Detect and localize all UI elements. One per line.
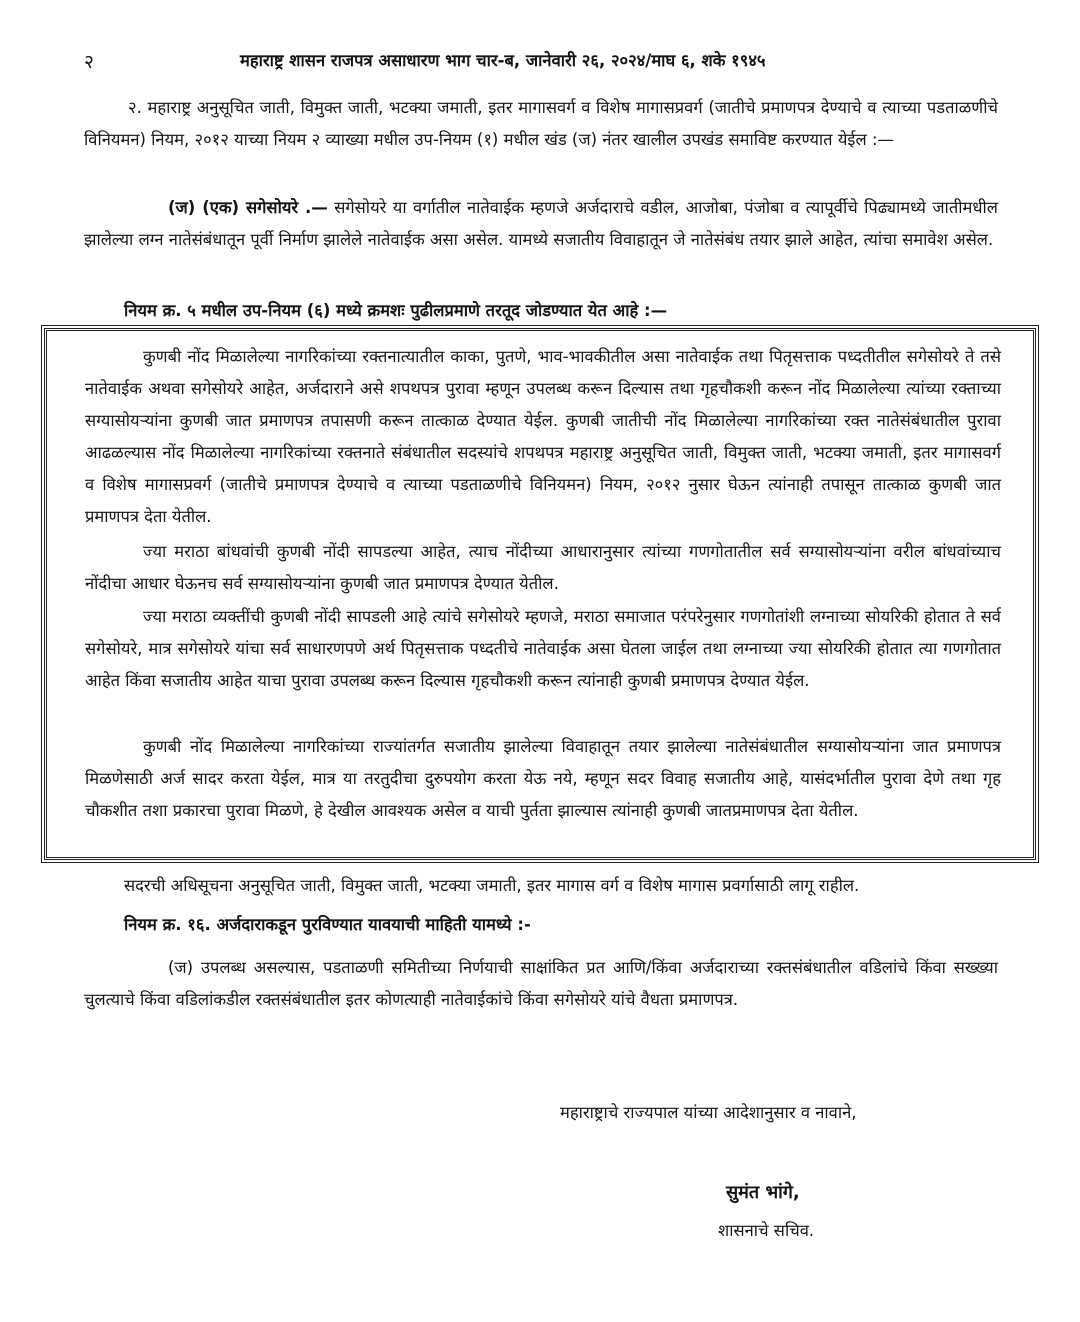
- running-header: महाराष्ट्र शासन राजपत्र असाधारण भाग चार-ब, जानेवारी २६, २०२४/माघ ६, शके १९४५: [240, 51, 766, 70]
- signatory-name: सुमंत भांगे,: [726, 1182, 800, 1203]
- signatory-designation: शासनाचे सचिव.: [718, 1221, 815, 1240]
- applicability-paragraph: सदरची अधिसूचना अनुसूचित जाती, विमुक्त जाती, भटक्या जमाती, इतर मागास वर्ग व विशेष मागास प्रवर्गासाठी लागू राहील.: [124, 876, 860, 895]
- boxed-provision: [44, 328, 1036, 860]
- rule5-heading: नियम क्र. ५ मधील उप-नियम (६) मध्ये क्रमशः पुढीलप्रमाणे तरतूद जोडण्यात येत आहे :—: [124, 301, 668, 320]
- signature-authority: महाराष्ट्राचे राज्यपाल यांच्या आदेशानुसार व नावाने,: [560, 1103, 857, 1122]
- definition-paragraph: [84, 192, 998, 256]
- boxed-paragraph: ज्या मराठा व्यक्तींची कुणबी नोंदी सापडली आहे त्यांचे सगेसोयरे म्हणजे, मराठा समाजात परंपरेनुसार गणगोतांशी लग्नाच्या सोयरिकी होतात ते सर्व सगेसोयरे, मात्र सगेसोयरे यांचा सर्व साधारणपणे अर्थ पितृसत्ताक पध्दतीचे नातेवाईक असा घेतला जाईल तथा लग्नाच्या ज्या सोयरिकी होतात त्या गणगोतात आहेत किंवा सजातीय आहेत याचा पुरावा उपलब्ध करून दिल्यास गृहचौकशी करून त्यांनाही कुणबी प्रमाणपत्र देण्यात येईल.: [85, 607, 1001, 690]
- rule16-heading: नियम क्र. १६. अर्जदाराकडून पुरविण्यात यावयाची माहिती यामध्ये :-: [124, 915, 531, 934]
- definition-label: (ज) (एक) सगेसोयरे .—: [168, 198, 328, 217]
- boxed-paragraph: कुणबी नोंद मिळालेल्या नागरिकांच्या रक्तनात्यातील काका, पुतणे, भाव-भावकीतील असा नातेवाईक तथा पितृसत्ताक पध्दतीतील सगेसोयरे ते तसे नातेवाईक अथवा सगेसोयरे आहेत, अर्जदाराने असे शपथपत्र पुरावा म्हणून उपलब्ध करून दिल्यास तथा गृहचौकशी करून नोंद मिळालेल्या त्यांच्या रक्ताच्या सग्यासोयऱ्यांना कुणबी जात प्रमाणपत्र तपासणी करून तात्काळ देण्यात येईल. कुणबी जातीची नोंद मिळालेल्या नागरिकांच्या रक्त नातेसंबंधातील पुरावा आढळल्यास नोंद मिळालेल्या नागरिकांच्या रक्तनाते संबंधातील सदस्यांचे शपथपत्र महाराष्ट्र अनुसूचित जाती, विमुक्त जाती, भटक्या जमाती, इतर मागासवर्ग व विशेष मागासप्रवर्ग (जातीचे प्रमाणपत्र देण्याचे व त्याच्या पडताळणीचे विनियमन) नियम, २०१२ नुसार घेऊन त्यांनाही तपासून तात्काळ कुणबी जात प्रमाणपत्र देता येतील.: [85, 347, 1001, 526]
- boxed-paragraph: कुणबी नोंद मिळालेल्या नागरिकांच्या राज्यांतर्गत सजातीय झालेल्या विवाहातून तयार झालेल्या नातेसंबंधातील सग्यासोयऱ्यांना जात प्रमाणपत्र मिळणेसाठी अर्ज सादर करता येईल, मात्र या तरतुदीचा दुरुपयोग करता येऊ नये, म्हणून सदर विवाह सजातीय आहे, यासंदर्भातील पुरावा देणे तथा गृह चौकशीत तशा प्रकारचा पुरावा मिळणे, हे देखील आवश्यक असेल व याची पुर्तता झाल्यास त्यांनाही कुणबी जातप्रमाणपत्र देता येतील.: [85, 737, 1001, 820]
- definition-text: सगेसोयरे या वर्गातील नातेवाईक म्हणजे अर्जदाराचे वडील, आजोबा, पंजोबा व त्यापूर्वीचे पिढ्यामध्ये जातीमधील झालेल्या लग्न नातेसंबंधातून पूर्वी निर्माण झालेले नातेवाईक असा असेल. यामध्ये सजातीय विवाहातून जे नातेसंबंध तयार झाले आहेत, त्यांचा समावेश असेल.: [84, 198, 998, 249]
- amendment-paragraph: २. महाराष्ट्र अनुसूचित जाती, विमुक्त जाती, भटक्या जमाती, इतर मागासवर्ग व विशेष मागासप्रवर्ग (जातीचे प्रमाणपत्र देण्याचे व त्याच्या पडताळणीचे विनियमन) नियम, २०१२ याच्या नियम २ व्याख्या मधील उप-नियम (१) मधील खंड (ज) नंतर खालील उपखंड समाविष्ट करण्यात येईल :—: [84, 98, 998, 149]
- page-number: २: [84, 51, 94, 73]
- boxed-paragraph: ज्या मराठा बांधवांची कुणबी नोंदी सापडल्या आहेत, त्याच नोंदीच्या आधारानुसार त्यांच्या गणगोतातील सर्व सग्यासोयऱ्यांना वरील बांधवांच्याच नोंदीचा आधार घेऊनच सर्व सग्यासोयऱ्यांना कुणबी जात प्रमाणपत्र देण्यात येतील.: [85, 542, 1001, 593]
- rule16-clause: (ज) उपलब्ध असल्यास, पडताळणी समितीच्या निर्णयाची साक्षांकित प्रत आणि/किंवा अर्जदाराच्या रक्तसंबंधातील वडिलांचे किंवा सख्ख्या चुलत्याचे किंवा वडिलांकडील रक्तसंबंधातील इतर कोणत्याही नातेवाईकांचे किंवा सगेसोयरे यांचे वैधता प्रमाणपत्र.: [84, 958, 998, 1009]
